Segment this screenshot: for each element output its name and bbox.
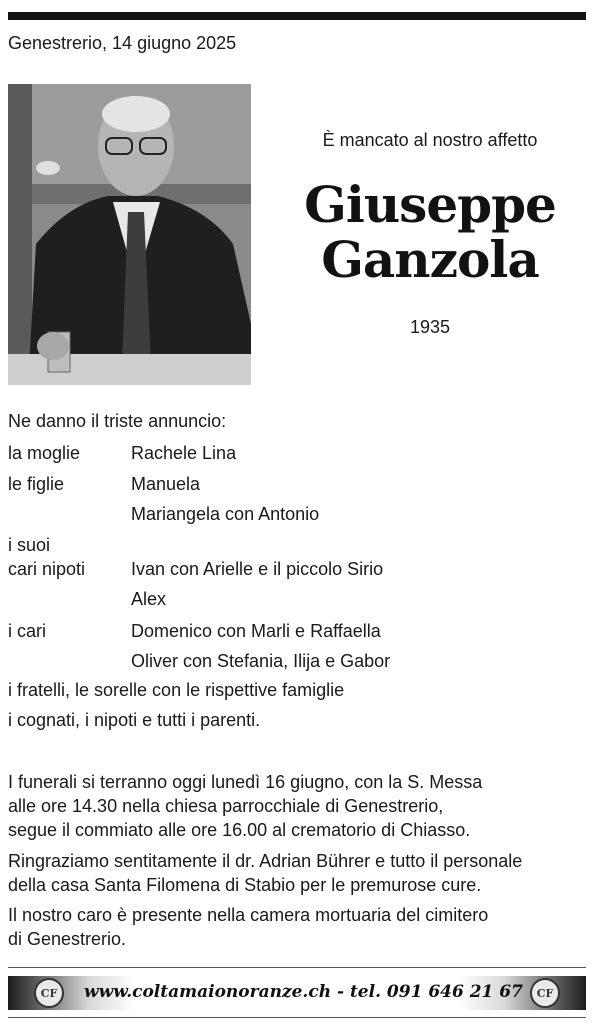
relative-label: i suoi <box>8 534 51 555</box>
relative-name: Ivan con Arielle e il piccolo Sirio <box>131 558 384 579</box>
relative-label: i cari <box>8 620 47 641</box>
paragraph-line: segue il commiato alle ore 16.00 al crematorio di Chiasso. <box>8 820 471 840</box>
footer-contact[interactable]: www.coltamaionoranze.ch - tel. 091 646 21 67 <box>84 982 523 1002</box>
relative-group-dear <box>8 619 588 680</box>
cf-monogram-icon: CF <box>530 978 560 1008</box>
cf-monogram-icon: CF <box>34 978 64 1008</box>
announcement-title: Ne danno il triste annuncio: <box>8 411 227 431</box>
footer-divider-top <box>8 967 586 968</box>
last-name: Ganzola <box>321 230 539 289</box>
first-name: Giuseppe <box>304 175 556 234</box>
relative-name: Mariangela con Antonio <box>131 504 320 524</box>
portrait-photo <box>8 84 251 385</box>
funeral-paragraph <box>8 770 588 842</box>
place-date: Genestrerio, 14 giugno 2025 <box>8 33 237 53</box>
paragraph-line: Il nostro caro è presente nella camera mortuaria del cimitero <box>8 905 489 925</box>
relative-label-line2: cari nipoti <box>8 558 86 579</box>
relative-name: Manuela <box>131 473 201 494</box>
paragraph-line: alle ore 14.30 nella chiesa parrocchiale di Genestrerio, <box>8 796 444 816</box>
birth-year: 1935 <box>409 317 451 337</box>
relative-name: Alex <box>131 589 167 609</box>
relative-group-daughters <box>8 472 588 533</box>
paragraph-line: di Genestrerio. <box>8 929 127 949</box>
footer-divider-bottom <box>8 1017 586 1018</box>
paragraph-line: Ringraziamo sentitamente il dr. Adrian Bührer e tutto il personale <box>8 851 523 871</box>
deceased-name <box>290 177 570 287</box>
relative-name: Rachele Lina <box>131 443 237 463</box>
closing-line: i cognati, i nipoti e tutti i parenti. <box>8 710 261 730</box>
relative-group-grandchildren <box>8 533 588 619</box>
relatives-list <box>8 441 588 680</box>
relative-label: la moglie <box>8 443 81 463</box>
relative-name: Domenico con Marli e Raffaella <box>131 620 381 641</box>
thanks-paragraph <box>8 849 588 897</box>
location-paragraph <box>8 903 588 951</box>
relative-name: Oliver con Stefania, Ilija e Gabor <box>131 651 391 671</box>
intro-text: È mancato al nostro affetto <box>322 130 538 150</box>
relative-label: le figlie <box>8 473 65 494</box>
paragraph-line: della casa Santa Filomena di Stabio per le premurose cure. <box>8 875 482 895</box>
relative-group-wife <box>8 441 588 472</box>
paragraph-line: I funerali si terranno oggi lunedì 16 giugno, con la S. Messa <box>8 772 483 792</box>
closing-line: i fratelli, le sorelle con le rispettive famiglie <box>8 680 345 700</box>
top-rule <box>8 12 586 20</box>
